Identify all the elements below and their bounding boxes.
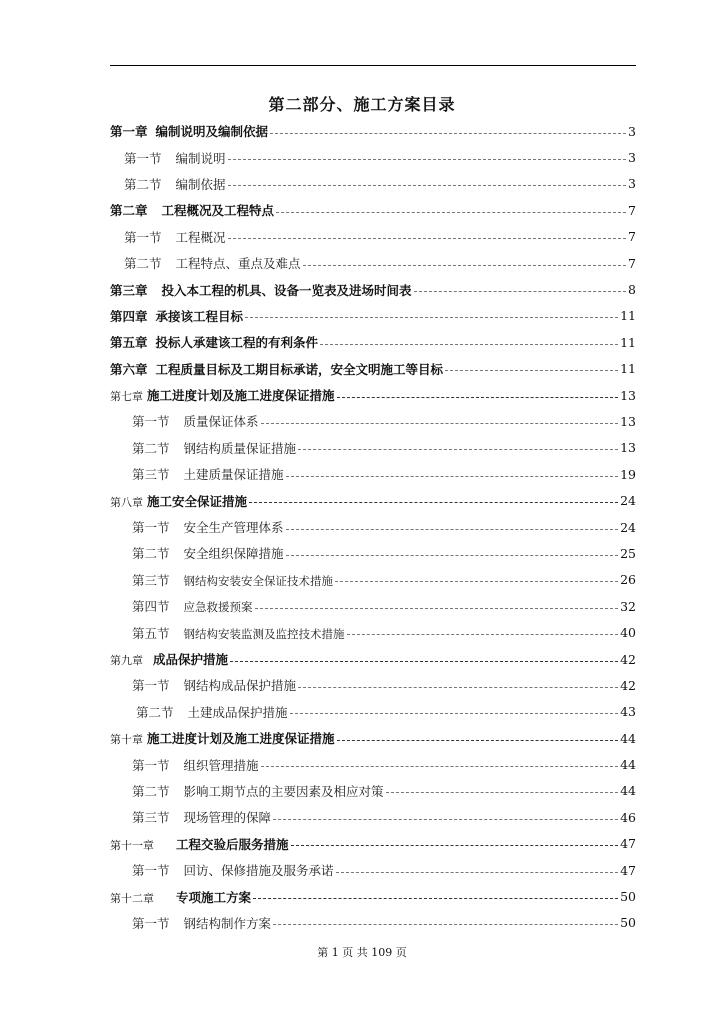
toc-entry[interactable] bbox=[110, 804, 636, 830]
toc-entry-number: 第一节 bbox=[132, 863, 170, 879]
toc-entry-page-number: 11 bbox=[620, 361, 636, 377]
toc-entry-title: 投入本工程的机具、设备一览表及进场时间表 bbox=[161, 282, 412, 298]
toc-entry-number: 第一节 bbox=[132, 915, 170, 931]
header-rule bbox=[110, 65, 636, 66]
toc-entry-title: 钢结构成品保护措施 bbox=[183, 678, 297, 694]
toc-entry-title: 质量保证体系 bbox=[183, 414, 259, 430]
toc-entry-number: 第三节 bbox=[132, 467, 170, 483]
toc-entry-title: 组织管理措施 bbox=[183, 757, 259, 773]
dotted-leader bbox=[303, 265, 627, 266]
toc-entry-number: 第二节 bbox=[132, 546, 170, 562]
dotted-leader bbox=[414, 291, 627, 292]
toc-entry-page-number: 13 bbox=[620, 440, 636, 456]
dotted-leader bbox=[335, 581, 618, 582]
toc-entry-number: 第五章 bbox=[110, 335, 148, 351]
toc-entry-label bbox=[132, 439, 296, 457]
toc-entry[interactable] bbox=[110, 435, 636, 461]
toc-entry[interactable] bbox=[110, 699, 636, 725]
toc-entry-number: 第一章 bbox=[110, 124, 148, 140]
toc-entry-page-number: 44 bbox=[620, 783, 636, 799]
dotted-leader bbox=[298, 687, 618, 688]
dotted-leader bbox=[286, 529, 619, 530]
toc-entry-title: 应急救援预案 bbox=[183, 600, 253, 615]
toc-entry-label bbox=[110, 888, 251, 906]
toc-entry-number: 第一节 bbox=[132, 414, 170, 430]
dotted-leader bbox=[347, 634, 619, 635]
toc-entry-number: 第一节 bbox=[132, 520, 170, 536]
dotted-leader bbox=[320, 344, 618, 345]
dotted-leader bbox=[445, 370, 618, 371]
toc-entry[interactable] bbox=[110, 118, 636, 144]
dotted-leader bbox=[386, 792, 619, 793]
toc-entry-title: 专项施工方案 bbox=[176, 889, 252, 905]
dotted-leader bbox=[228, 238, 627, 239]
toc-entry-label bbox=[124, 149, 226, 167]
toc-entry[interactable] bbox=[110, 672, 636, 698]
toc-entry[interactable] bbox=[110, 725, 636, 751]
toc-entry-title: 工程概况 bbox=[175, 229, 226, 245]
toc-entry-number: 第二节 bbox=[136, 704, 174, 720]
toc-entry-page-number: 11 bbox=[620, 334, 636, 350]
toc-entry-label bbox=[110, 492, 247, 510]
toc-entry[interactable] bbox=[110, 250, 636, 276]
toc-entry-page-number: 7 bbox=[628, 202, 636, 218]
toc-entry[interactable] bbox=[110, 356, 636, 382]
toc-entry-title: 钢结构制作方案 bbox=[183, 915, 272, 931]
toc-entry-number: 第十章 bbox=[110, 733, 143, 747]
toc-entry-label bbox=[124, 254, 301, 272]
dotted-leader bbox=[261, 766, 619, 767]
toc-entry-page-number: 42 bbox=[620, 651, 636, 667]
toc-entry-label bbox=[132, 518, 284, 536]
toc-entry[interactable] bbox=[110, 751, 636, 777]
toc-entry[interactable] bbox=[110, 910, 636, 936]
toc-entry-page-number: 43 bbox=[620, 704, 636, 720]
toc-entry-number: 第一节 bbox=[132, 757, 170, 773]
dotted-leader bbox=[228, 185, 627, 186]
toc-entry-label bbox=[110, 333, 318, 351]
dotted-leader bbox=[253, 898, 618, 899]
toc-entry-label bbox=[132, 465, 284, 483]
toc-entry[interactable] bbox=[110, 514, 636, 540]
toc-entry-page-number: 13 bbox=[620, 387, 636, 403]
toc-entry-page-number: 44 bbox=[620, 730, 636, 746]
toc-entry-page-number: 8 bbox=[628, 282, 636, 298]
toc-entry-number: 第二节 bbox=[124, 176, 162, 192]
toc-entry-label bbox=[132, 808, 271, 826]
toc-entry-page-number: 42 bbox=[620, 677, 636, 693]
toc-entry-page-number: 3 bbox=[628, 123, 636, 139]
toc-entry[interactable] bbox=[110, 778, 636, 804]
toc-entry-page-number: 3 bbox=[628, 150, 636, 166]
toc-entry[interactable] bbox=[110, 857, 636, 883]
dotted-leader bbox=[270, 133, 626, 134]
toc-entry-label bbox=[110, 281, 412, 299]
toc-entry[interactable] bbox=[110, 461, 636, 487]
dotted-leader bbox=[298, 449, 618, 450]
dotted-leader bbox=[249, 502, 618, 503]
toc-entry[interactable] bbox=[110, 144, 636, 170]
page-title: 第二部分、施工方案目录 bbox=[268, 95, 456, 114]
toc-entry-title: 土建质量保证措施 bbox=[183, 467, 284, 483]
toc-entry-page-number: 24 bbox=[620, 519, 636, 535]
toc-entry-title: 施工进度计划及施工进度保证措施 bbox=[147, 388, 335, 404]
toc-entry-label bbox=[110, 386, 335, 404]
dotted-leader bbox=[245, 317, 618, 318]
toc-entry-label bbox=[132, 412, 259, 430]
toc-entry-page-number: 24 bbox=[620, 493, 636, 509]
toc-entry-title: 工程特点、重点及难点 bbox=[175, 256, 301, 272]
dotted-leader bbox=[273, 924, 618, 925]
toc-entry[interactable] bbox=[110, 619, 636, 645]
toc-entry-title: 成品保护措施 bbox=[153, 652, 229, 667]
toc-entry-label bbox=[110, 729, 335, 747]
toc-entry-label bbox=[110, 650, 228, 668]
toc-entry-title: 回访、保修措施及服务承诺 bbox=[183, 863, 334, 879]
toc-entry-title: 工程交验后服务措施 bbox=[176, 836, 289, 852]
toc-entry-page-number: 47 bbox=[620, 862, 636, 878]
toc-entry-label bbox=[132, 782, 384, 800]
dotted-leader bbox=[337, 740, 619, 741]
toc-entry-page-number: 50 bbox=[620, 889, 636, 905]
toc-entry-title: 钢结构安装安全保证技术措施 bbox=[183, 573, 334, 588]
toc-entry-title: 投标人承建该工程的有利条件 bbox=[155, 335, 319, 351]
toc-entry-number: 第十二章 bbox=[110, 891, 154, 905]
toc-entry-label bbox=[110, 307, 243, 325]
dotted-leader bbox=[255, 608, 619, 609]
toc-entry-page-number: 44 bbox=[620, 757, 636, 773]
toc-entry-title: 安全生产管理体系 bbox=[183, 520, 284, 536]
toc-entry-number: 第三节 bbox=[132, 810, 170, 826]
toc-entry-page-number: 40 bbox=[620, 625, 636, 641]
toc-entry-title: 编制依据 bbox=[175, 176, 226, 192]
toc-entry[interactable] bbox=[110, 408, 636, 434]
toc-entry-number: 第一节 bbox=[124, 150, 162, 166]
toc-entry-number: 第九章 bbox=[110, 654, 143, 667]
toc-entry-label bbox=[132, 914, 271, 932]
toc-entry-page-number: 11 bbox=[620, 308, 636, 324]
toc-entry[interactable] bbox=[110, 382, 636, 408]
toc-entry[interactable] bbox=[110, 197, 636, 223]
toc-entry-title: 编制说明及编制依据 bbox=[155, 124, 269, 140]
toc-entry[interactable] bbox=[110, 646, 636, 672]
toc-entry-page-number: 3 bbox=[628, 176, 636, 192]
toc-entry-number: 第二章 bbox=[110, 203, 148, 219]
toc-entry-number: 第四节 bbox=[132, 599, 170, 615]
toc-entry-page-number: 7 bbox=[628, 255, 636, 271]
toc-entry-number: 第十一章 bbox=[110, 838, 154, 852]
toc-entry-number: 第三章 bbox=[110, 282, 148, 298]
toc-entry-title: 承接该工程目标 bbox=[155, 308, 244, 324]
toc-entry-number: 第四章 bbox=[110, 308, 148, 324]
toc-entry-label bbox=[132, 861, 334, 879]
toc-entry-title: 土建成品保护措施 bbox=[187, 704, 288, 720]
toc-entry[interactable] bbox=[110, 567, 636, 593]
toc-entry-label bbox=[132, 544, 284, 562]
toc-entry-number: 第二节 bbox=[132, 783, 170, 799]
toc-entry-page-number: 26 bbox=[620, 572, 636, 588]
toc-entry-page-number: 50 bbox=[620, 915, 636, 931]
toc-entry[interactable] bbox=[110, 831, 636, 857]
toc-entry-page-number: 7 bbox=[628, 229, 636, 245]
toc-entry-title: 施工进度计划及施工进度保证措施 bbox=[147, 731, 335, 747]
toc-entry-label bbox=[110, 360, 443, 378]
toc-entry-title: 施工安全保证措施 bbox=[147, 493, 248, 509]
toc-entry-number: 第八章 bbox=[110, 495, 143, 509]
dotted-leader bbox=[261, 423, 619, 424]
toc-entry[interactable] bbox=[110, 487, 636, 513]
toc-entry-number: 第二节 bbox=[132, 440, 170, 456]
toc-entry-label bbox=[110, 835, 289, 853]
toc-entry[interactable] bbox=[110, 224, 636, 250]
toc-entry-page-number: 19 bbox=[620, 466, 636, 482]
toc-entry-number: 第五节 bbox=[132, 625, 170, 641]
dotted-leader bbox=[286, 555, 619, 556]
toc-entry[interactable] bbox=[110, 303, 636, 329]
toc-entry[interactable] bbox=[110, 329, 636, 355]
dotted-leader bbox=[337, 397, 619, 398]
dotted-leader bbox=[230, 661, 618, 662]
toc-entry-label bbox=[136, 703, 288, 721]
toc-entry-label bbox=[110, 122, 268, 140]
toc-entry-label bbox=[132, 676, 296, 694]
toc-entry-number: 第六章 bbox=[110, 361, 148, 377]
toc-entry-page-number: 47 bbox=[620, 836, 636, 852]
toc-entry-page-number: 13 bbox=[620, 413, 636, 429]
toc-entry[interactable] bbox=[110, 593, 636, 619]
page-footer: 第 1 页 共 109 页 bbox=[317, 946, 407, 959]
toc-entry-title: 编制说明 bbox=[175, 150, 226, 166]
toc-entry[interactable] bbox=[110, 883, 636, 909]
toc-entry[interactable] bbox=[110, 171, 636, 197]
toc-entry-label bbox=[132, 571, 333, 589]
toc-entry-label bbox=[132, 756, 259, 774]
toc-entry-title: 影响工期节点的主要因素及相应对策 bbox=[183, 783, 384, 799]
toc-entry-label bbox=[124, 175, 226, 193]
toc-entry-title: 安全组织保障措施 bbox=[183, 546, 284, 562]
toc-entry-number: 第一节 bbox=[124, 229, 162, 245]
toc-entry-page-number: 32 bbox=[620, 598, 636, 614]
dotted-leader bbox=[228, 159, 627, 160]
toc-entry-number: 第七章 bbox=[110, 390, 143, 404]
toc-entry-title: 钢结构质量保证措施 bbox=[183, 440, 297, 456]
toc-entry-number: 第一节 bbox=[132, 678, 170, 694]
dotted-leader bbox=[336, 872, 619, 873]
toc-entry-page-number: 25 bbox=[620, 545, 636, 561]
toc-entry-number: 第三节 bbox=[132, 572, 170, 588]
dotted-leader bbox=[273, 819, 618, 820]
table-of-contents bbox=[110, 118, 636, 936]
toc-entry[interactable] bbox=[110, 276, 636, 302]
dotted-leader bbox=[276, 212, 626, 213]
toc-entry-label bbox=[132, 624, 345, 642]
toc-entry-label bbox=[124, 228, 226, 246]
toc-entry[interactable] bbox=[110, 540, 636, 566]
dotted-leader bbox=[290, 713, 619, 714]
dotted-leader bbox=[291, 845, 619, 846]
toc-entry-title: 工程质量目标及工期目标承诺，安全文明施工等目标 bbox=[155, 361, 444, 377]
toc-entry-number: 第二节 bbox=[124, 256, 162, 272]
toc-entry-page-number: 46 bbox=[620, 809, 636, 825]
toc-entry-title: 现场管理的保障 bbox=[183, 810, 272, 826]
dotted-leader bbox=[286, 476, 619, 477]
toc-entry-label bbox=[132, 597, 253, 615]
toc-entry-title: 工程概况及工程特点 bbox=[161, 203, 275, 219]
toc-entry-title: 钢结构安装监测及监控技术措施 bbox=[183, 626, 345, 641]
toc-entry-label bbox=[110, 201, 274, 219]
